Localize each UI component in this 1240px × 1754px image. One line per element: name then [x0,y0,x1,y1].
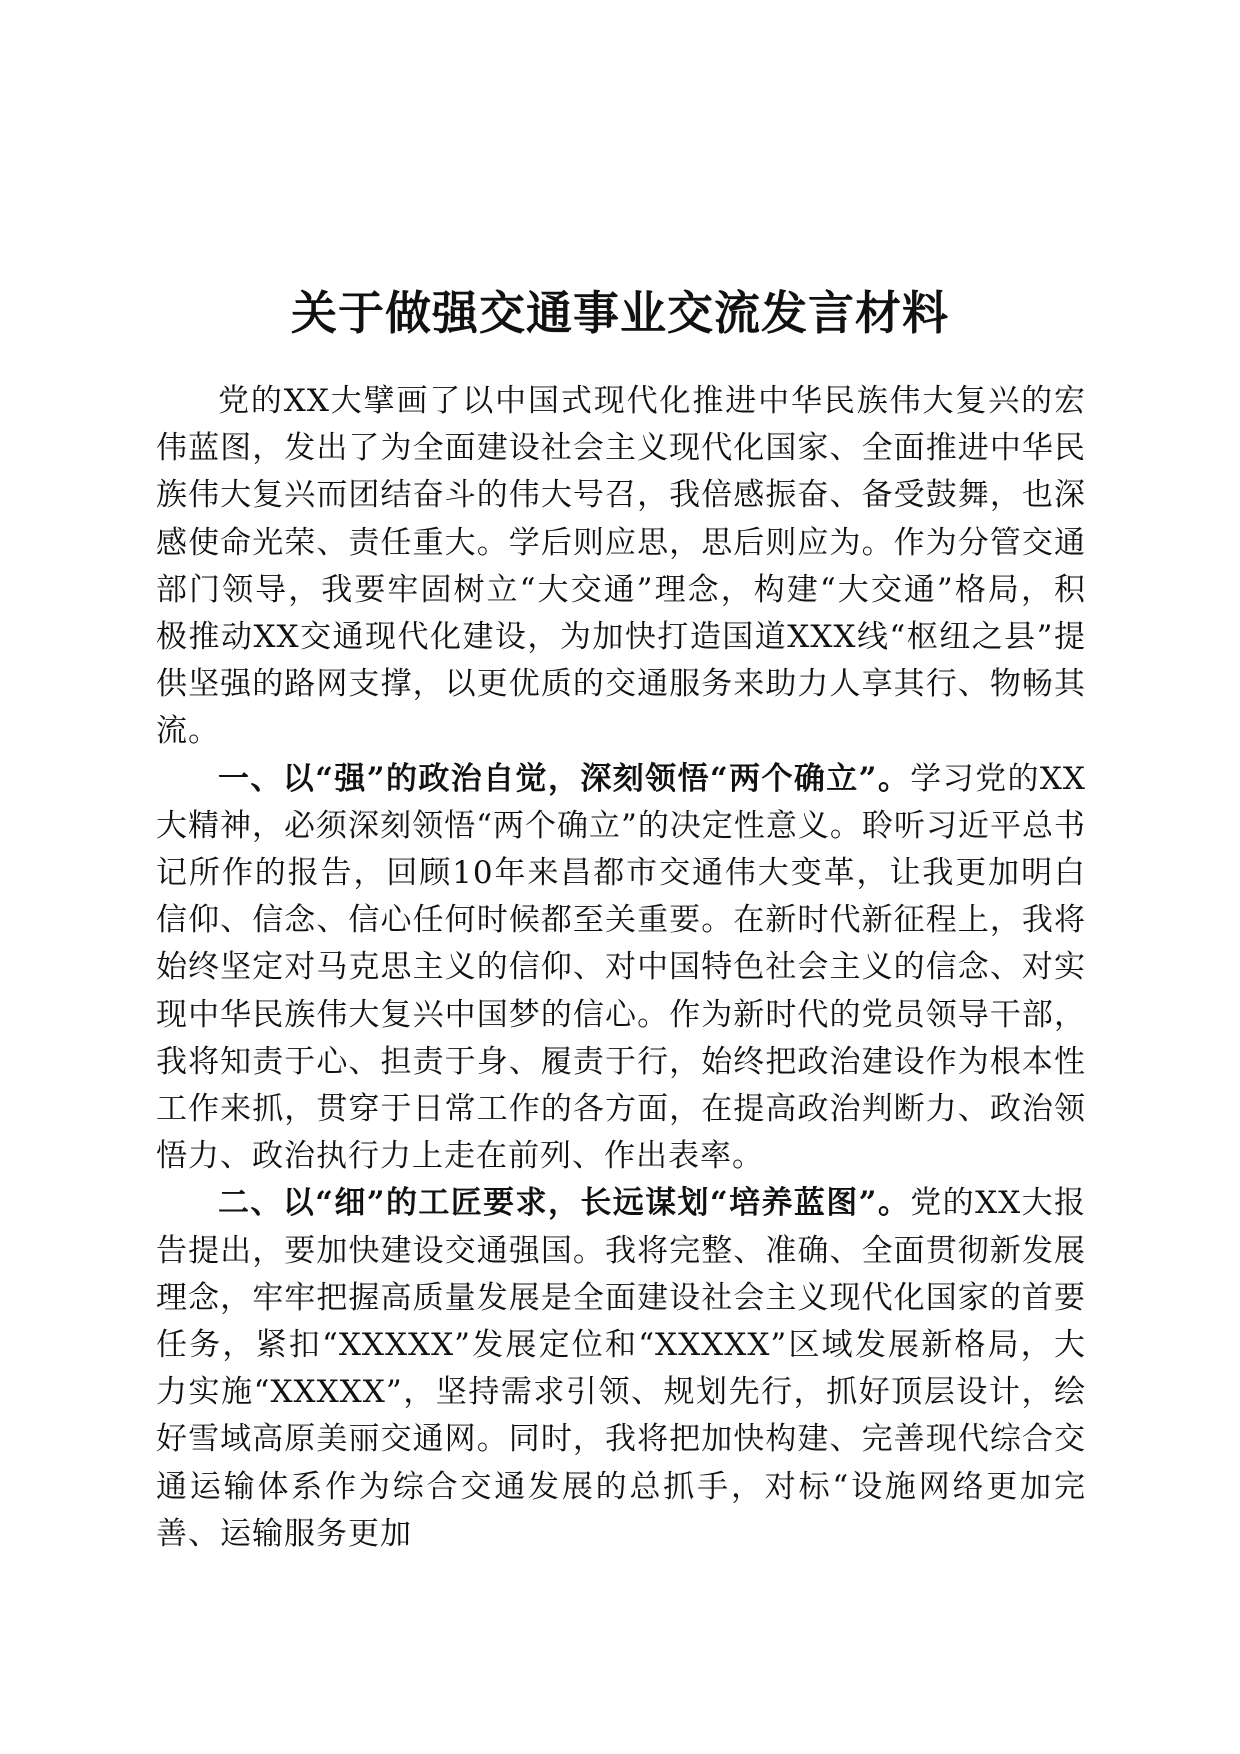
document-title: 关于做强交通事业交流发言材料 [291,285,949,340]
paragraph-section-two [156,1180,1086,1558]
document-body [156,378,1086,1558]
paragraph-intro-text: 党的XX大擘画了以中国式现代化推进中华民族伟大复兴的宏伟蓝图，发出了为全面建设社会主义现代化国家、全面推进中华民族伟大复兴而团结奋斗的伟大号召，我倍感振奋、备受鼓舞，也深感使命光荣、责任重大。学后则应思，思后则应为。作为分管交通部门领导，我要牢固树立“大交通”理念，构建“大交通”格局，积极推动XX交通现代化建设，为加快打造国道XXX线“枢纽之县”提供坚强的路网支撑，以更优质的交通服务来助力人享其行、物畅其流。 [156,383,1086,750]
section-one-text: 学习党的XX大精神，必须深刻领悟“两个确立”的决定性意义。聆听习近平总书记所作的报告，回顾10年来昌都市交通伟大变革，让我更加明白信仰、信念、信心任何时候都至关重要。在新时代新征程上，我将始终坚定对马克思主义的信仰、对中国特色社会主义的信念、对实现中华民族伟大复兴中国梦的信心。作为新时代的党员领导干部，我将知责于心、担责于身、履责于行，始终把政治建设作为根本性工作来抓，贯穿于日常工作的各方面，在提高政治判断力、政治领悟力、政治执行力上走在前列、作出表率。 [156,760,1086,1175]
section-two-heading: 二、以“细”的工匠要求，长远谋划“培养蓝图”。 [218,1185,911,1222]
paragraph-section-one [156,756,1086,1181]
section-two-text: 党的XX大报告提出，要加快建设交通强国。我将完整、准确、全面贯彻新发展理念，牢牢把握高质量发展是全面建设社会主义现代化国家的首要任务，紧扣“XXXXX”发展定位和“XXXXX”区域发展新格局，大力实施“XXXXX”，坚持需求引领、规划先行，抓好顶层设计，绘好雪域高原美丽交通网。同时，我将把加快构建、完善现代综合交通运输体系作为综合交通发展的总抓手，对标“设施网络更加完善、运输服务更加 [156,1185,1086,1552]
section-one-heading: 一、以“强”的政治自觉，深刻领悟“两个确立”。 [218,760,911,797]
paragraph-intro [156,378,1086,756]
